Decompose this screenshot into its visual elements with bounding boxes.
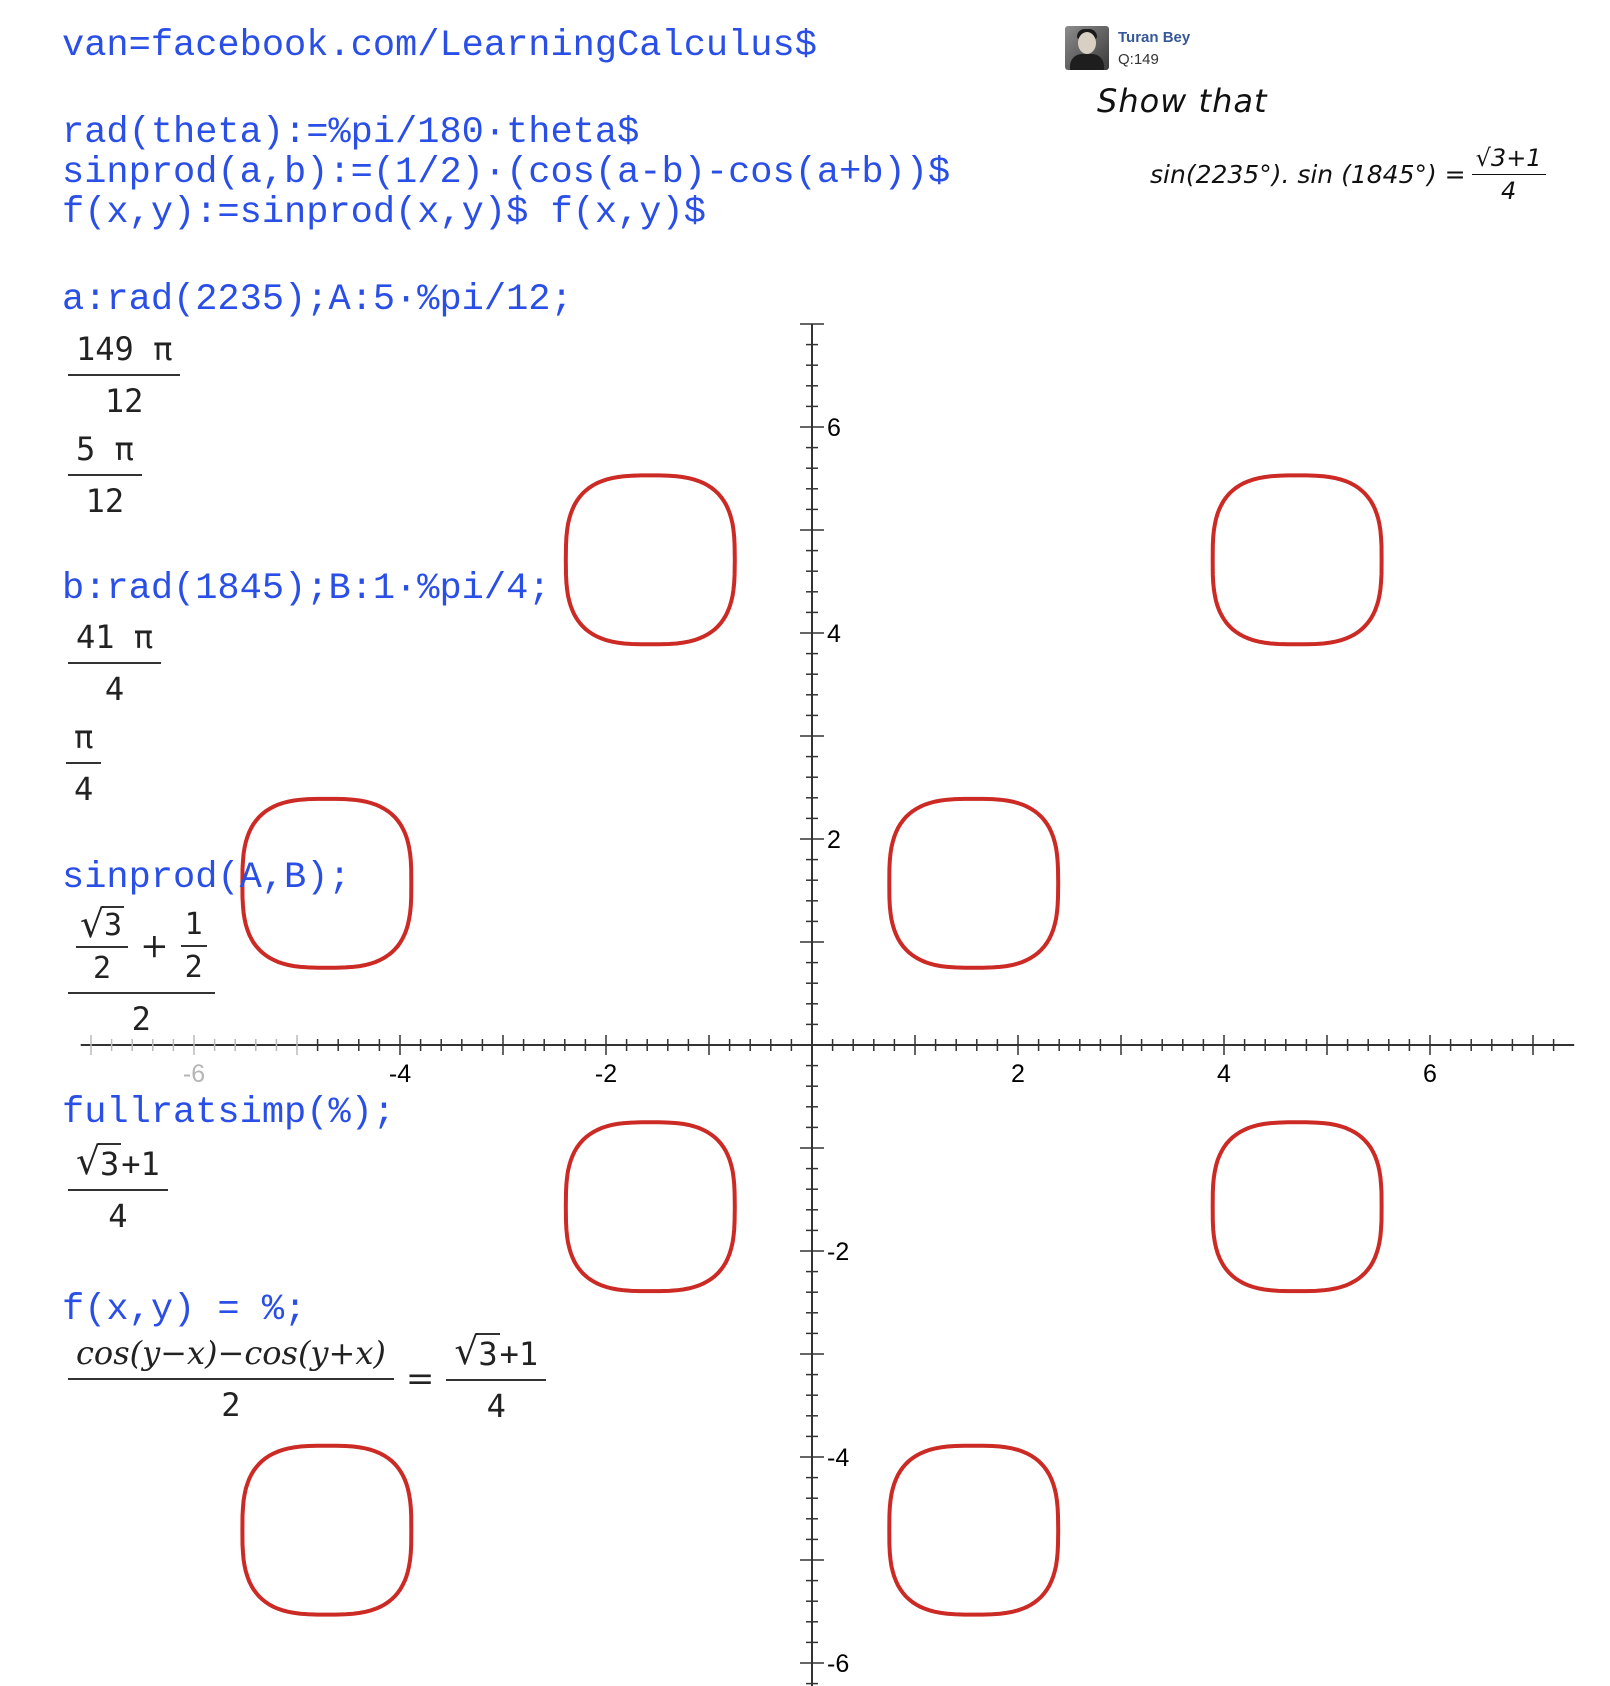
denominator: 12: [85, 482, 125, 520]
output-sinprod-result: [68, 902, 215, 1038]
x-tick-label: 4: [1217, 1060, 1231, 1088]
sqrt-argument: 3: [100, 1145, 120, 1183]
output-fullratsimp: [68, 1139, 168, 1235]
post-id: Q:149: [1118, 51, 1159, 68]
output-5pi-over-12: [68, 430, 142, 520]
numerator: [68, 902, 215, 994]
rhs-fraction: [446, 1329, 546, 1425]
curve-4: [889, 799, 1058, 968]
denominator: 4: [74, 770, 94, 808]
lhs-fraction: [68, 1334, 394, 1424]
avatar[interactable]: [1065, 26, 1109, 70]
equals-sign: =: [405, 1359, 435, 1399]
numerator: 149 π: [68, 330, 180, 376]
plus-sign: +: [140, 926, 169, 966]
denominator: 2: [184, 950, 203, 985]
command-line-7[interactable]: sinprod(A,B);: [62, 857, 351, 899]
numerator: 5 π: [68, 430, 142, 476]
y-tick-label: -2: [827, 1238, 850, 1266]
command-line-5[interactable]: a:rad(2235);A:5·%pi/12;: [62, 279, 573, 321]
output-41pi-over-4: [68, 618, 161, 708]
numerator: cos(y−x)−cos(y+x): [68, 1334, 394, 1380]
denominator: 4: [104, 670, 125, 708]
numerator: √ 3+1: [446, 1333, 546, 1381]
one-over-2: [181, 907, 207, 985]
denominator: 2: [93, 951, 112, 986]
sqrt-argument: 3: [104, 908, 123, 943]
x-tick-label: 2: [1011, 1060, 1025, 1088]
x-tick-label: 6: [1423, 1060, 1437, 1088]
denominator: 12: [104, 382, 144, 420]
denominator: 4: [486, 1387, 506, 1425]
y-tick-label: 6: [827, 414, 841, 442]
handwritten-equation: [1150, 144, 1546, 205]
x-tick-label: -4: [388, 1060, 412, 1088]
numerator: π: [66, 718, 101, 764]
numerator: 1: [181, 907, 207, 947]
y-tick-label: -6: [827, 1650, 850, 1678]
handwritten-numerator: √3+1: [1472, 144, 1546, 175]
command-line-8[interactable]: fullratsimp(%);: [62, 1092, 396, 1134]
sqrt3-over-2: √ 3 2: [76, 906, 128, 986]
curve-6: [1213, 1122, 1382, 1291]
outer-denominator: 2: [131, 1000, 151, 1038]
curve-8: [889, 1446, 1058, 1615]
handwritten-heading: Show that: [1097, 82, 1268, 120]
x-tick-label: -6: [182, 1060, 206, 1088]
denominator: 4: [108, 1197, 128, 1235]
x-tick-label: -2: [594, 1060, 618, 1088]
command-line-6[interactable]: b:rad(1845);B:1·%pi/4;: [62, 568, 551, 610]
curve-1: [566, 475, 735, 644]
handwritten-fraction: [1472, 144, 1546, 205]
command-line-3[interactable]: sinprod(a,b):=(1/2)·(cos(a-b)-cos(a+b))$: [62, 152, 951, 194]
numerator: √ 3+1: [68, 1143, 168, 1191]
author-name[interactable]: Turan Bey: [1118, 29, 1191, 46]
y-tick-label: 2: [827, 826, 841, 854]
curve-5: [566, 1122, 735, 1291]
command-line-2[interactable]: rad(theta):=%pi/180·theta$: [62, 112, 640, 154]
output-149pi-over-12: [68, 330, 180, 420]
denominator: 2: [221, 1386, 241, 1424]
numerator: 41 π: [68, 618, 161, 664]
curve-7: [242, 1446, 411, 1615]
y-tick-label: -4: [827, 1444, 850, 1472]
command-line-9[interactable]: f(x,y) = %;: [62, 1289, 307, 1331]
output-pi-over-4: [66, 718, 101, 808]
output-equation: [68, 1329, 546, 1425]
plus-one: +1: [499, 1335, 539, 1373]
command-line-1[interactable]: van=facebook.com/LearningCalculus$: [62, 25, 817, 67]
curve-2: [1213, 475, 1382, 644]
command-line-4[interactable]: f(x,y):=sinprod(x,y)$ f(x,y)$: [62, 192, 706, 234]
sqrt-argument: 3: [478, 1335, 498, 1373]
y-tick-label: 4: [827, 620, 841, 648]
plus-one: +1: [121, 1145, 160, 1183]
handwritten-denominator: 4: [1500, 177, 1517, 205]
handwritten-lhs: sin(2235°). sin (1845°) =: [1150, 160, 1466, 189]
